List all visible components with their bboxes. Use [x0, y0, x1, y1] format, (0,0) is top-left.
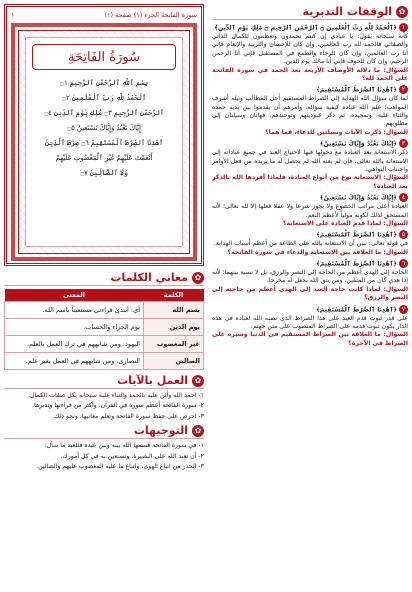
mushaf-line: ٱلْحَمْدُ لِلَّهِ رَبِّ ٱلْعَٰلَمِينَ ۝٢: [62, 94, 146, 102]
kalimat-word: الضالين: [144, 353, 204, 370]
reflection-item: [212, 259, 408, 303]
tawjihat-item: ١- في سورة الفاتحة قسمها الله بينه وبين عبده فللعبد ما سأل.: [44, 442, 204, 450]
kalimat-rows: [5, 302, 204, 370]
reflections-column: [212, 4, 408, 588]
reflections-list: [212, 23, 408, 348]
reflection-item: [212, 85, 408, 137]
amal-list: [4, 392, 204, 421]
item-text: كأنه سبحانه يقول: يا عبادي إن كنتم تحمدون وتعظمون للكمال الذاتي والصفاتي فالحمد لله رب العالمين، وإن كان للإحسان والتربية والإنعام فإني أنا رب العالمين، وإن كان للرجاء والطمع في المستقبل فإني أنا الرحمن الرحيم، وإن كان للخوف فإني أنا مالك يوم الدين.: [212, 32, 408, 66]
surah-name: سُورَةُ الفَاتِحَةِ: [68, 49, 140, 65]
item-question: السؤال: الاستعانة نوع من أنواع العبادة، فلماذا أفردها الله بالذكر بعد العبادة؟: [212, 174, 408, 190]
tawjihat-title: التوجيهات: [133, 424, 188, 438]
reflection-item: [212, 230, 408, 257]
item-text: لما كان سؤال الله الهداية إلى الصراط المستقيم أجل المطالب ونيله أشرف المواهب؛ علم الله عباده كيفية سؤاله، وأمرهم أن يقدموا بين يديه حمده والثناء عليه، وتمجيده، ثم ذكر عبوديتهم وتوحيدهم، فهاتان وسيلتان إلى مطلوبهم.: [212, 95, 408, 128]
tawjihat-list: [4, 442, 204, 471]
item-verse: ﴿ٱهْدِنَا ٱلصِّرَٰطَ ٱلْمُسْتَقِيمَ﴾: [316, 86, 397, 94]
mushaf-line: ٱلرَّحْمَٰنِ ٱلرَّحِيمِ ۝٣ مَٰلِكِ يَوْمِ ٱلدِّينِ ۝٤: [44, 109, 164, 117]
reflection-item: [212, 139, 408, 191]
item-number: ٥: [399, 230, 408, 239]
mushaf-header: [11, 11, 197, 21]
item-text: على قدر ثبوت قدم العبد على هذا الصراط الذي نصبه الله لعباده في هذه الدار يكون ثبوت قدمه على الصراط المنصوب على متن جهنم.: [212, 314, 408, 330]
mushaf-page-number: ١: [11, 11, 15, 19]
kalimat-row: [5, 336, 204, 353]
item-question: السؤال: ما دلالة الأوصاف الأربعة بعد الحمد في سورة الفاتحة على الحمد لله؟: [212, 66, 408, 82]
item-text: الحاجة إلى الهدى أعظم من الحاجة إلى النصر والرزق، بل لا نسبة بينهما؛ لأنه إذا هدي كان من المتقين، ومن يتق الله يجعل له مخرجا.: [212, 268, 408, 285]
col-word: الكلمة: [144, 289, 204, 302]
item-verse: ﴿ٱهْدِنَا ٱلصِّرَٰطَ ٱلْمُسْتَقِيمَ﴾: [316, 231, 397, 239]
item-verse: ﴿ٱهْدِنَا ٱلصِّرَٰطَ ٱلْمُسْتَقِيمَ﴾: [316, 260, 397, 268]
item-number: ٧: [399, 305, 408, 314]
mushaf-line: وَلَا ٱلضَّآلِّينَ ۝٧: [80, 169, 128, 177]
amal-title: العمل بالآيات: [117, 374, 188, 387]
amal-item: ٣- احرص على حفظ سورة الفاتحة وتعلم معانيها، ونحو ذلك.: [52, 412, 204, 420]
surah-name-banner: [32, 44, 176, 70]
item-question: السؤال: ما العلاقة بين الاستعانة والدعاء في سورة الفاتحة؟: [227, 248, 408, 256]
mushaf-border: [11, 23, 197, 261]
flower-icon: ✿: [396, 6, 408, 18]
item-verse: ﴿إِيَّاكَ نَعْبُدُ وَإِيَّاكَ نَسْتَعِينُ﴾: [319, 194, 397, 202]
item-question: السؤال: ذكرت الآيات وسيلتين للدعاء، فما هما؟: [265, 128, 408, 136]
tawjihat-header: [4, 423, 204, 439]
amal-item: ٢- سورة الفاتحة أعظم سورة في القرآن، وأكثر من قراءتها وتدبرها.: [32, 402, 204, 410]
tawjihat-item: ٢- أن تعبد الله على البصيرة، وتستعين به في كل أمورك.: [60, 452, 204, 460]
item-question: السؤال: لماذا قدم العبادة على الاستعانة؟: [282, 219, 408, 227]
item-text: ذكر الاستعانة بعد العبادة مع دخولها فيها لاحتياج العبد في جميع عباداته إلى الاستعانة بالله تعالى، فإن لم يعنه الله لم يحصل له ما يريده من فعل الأوامر واجتناب النواهي.: [212, 149, 408, 173]
item-number: ٣: [399, 139, 408, 148]
item-text: في قوله تعالى: نبين أن الاستعانة بالله على الطاعة من أعظم أسباب الهداية.: [213, 240, 408, 248]
item-verse: ﴿ٱلْحَمْدُ لِلَّهِ رَبِّ ٱلْعَٰلَمِينَ ۝ ٱلرَّحْمَٰنِ ٱلرَّحِيمِ ۝ مَٰلِكِ يَوْمِ ٱلدِّينِ﴾: [214, 24, 397, 32]
mushaf-text-area: [25, 37, 183, 247]
mushaf-line: إِيَّاكَ نَعْبُدُ وَإِيَّاكَ نَسْتَعِينُ ۝٥: [67, 124, 141, 132]
flower-icon: ✿: [192, 272, 204, 284]
item-number: ١: [399, 23, 408, 32]
item-number: ٦: [399, 259, 408, 268]
kalimat-header-row: [5, 289, 204, 302]
mushaf-line: أَنْعَمْتَ عَلَيْهِمْ غَيْرِ ٱلْمَغْضُوبِ عَلَيْهِمْ: [55, 154, 153, 162]
tawjihat-item: ٣- الحذر من اتباع الهوى، واتباع ما عليه المغضوب عليهم والضالين.: [36, 463, 204, 471]
item-number: ٢: [399, 85, 408, 94]
kalimat-row: [5, 302, 204, 319]
kalimat-word: بسم الله: [144, 302, 204, 319]
mushaf-lines: [32, 76, 176, 181]
mushaf-line: ٱهْدِنَا ٱلصِّرَٰطَ ٱلْمُسْتَقِيمَ ۝٦ صِرَٰطَ ٱلَّذِينَ: [44, 139, 163, 147]
kalimat-word: يوم الدين: [144, 319, 204, 336]
reflections-title: الوقفات التدبرية: [302, 5, 392, 18]
mushaf-line: بِسْمِ ٱللَّهِ ٱلرَّحْمَٰنِ ٱلرَّحِيمِ ۝١: [60, 79, 148, 87]
kalimat-title: معاني الكلمات: [110, 271, 188, 284]
mushaf-header-label: سورة الفاتحة الجزء (١) صفحة (١): [104, 11, 197, 19]
item-number: ٤: [399, 193, 408, 202]
reflection-item: [212, 23, 408, 83]
kalimat-word: غير المغضوب: [144, 336, 204, 353]
left-column: [4, 4, 204, 588]
flower-icon: ✿: [192, 425, 204, 437]
col-meaning: المعنى: [5, 289, 144, 302]
amal-item: ١- احمد الله وأثن عليه بالحمد والثناء عليه سبحانه بكل صفات الكمال.: [28, 392, 204, 399]
kalimat-row: [5, 319, 204, 336]
flower-icon: ✿: [192, 375, 204, 387]
reflections-header: [212, 4, 408, 20]
reflection-item: [212, 193, 408, 228]
reflection-item: [212, 305, 408, 349]
item-text: العبادة أعلى مراتب الخضوع ولا يجوز شرعا ولا عقلا فعلها إلا لله تعالى؛ لأنه المستحق لذلك لكونه مولياً لأعظم النعم.: [212, 203, 408, 219]
item-question: السؤال: ما العلاقة بين الصراط المستقيم في الدنيا وسيره على الصراط في الآخرة؟: [212, 331, 408, 347]
item-verse: ﴿إِيَّاكَ نَعْبُدُ وَإِيَّاكَ نَسْتَعِينُ﴾: [319, 140, 397, 148]
kalimat-meaning: يوم الجزاء والحساب.: [5, 319, 144, 336]
kalimat-header: [4, 270, 204, 286]
kalimat-row: [5, 353, 204, 370]
kalimat-table: [4, 289, 204, 370]
amal-header: [4, 373, 204, 389]
kalimat-meaning: النصارى، ومن شابههم في العمل بغير علم.: [5, 353, 144, 370]
kalimat-meaning: اليهود، ومن شابههم في ترك العمل بالعلم.: [5, 336, 144, 353]
mushaf-page-frame: [4, 4, 204, 266]
item-question: السؤال: لماذا كانت حاجة العبد إلى الهدى أعظم من حاجته إلى النصر والرزق؟: [212, 285, 408, 302]
kalimat-meaning: أي: أبتدئ قراءتي مستعيناً باسم الله.: [5, 302, 144, 319]
item-verse: ﴿ٱهْدِنَا ٱلصِّرَٰطَ ٱلْمُسْتَقِيمَ﴾: [316, 306, 397, 314]
